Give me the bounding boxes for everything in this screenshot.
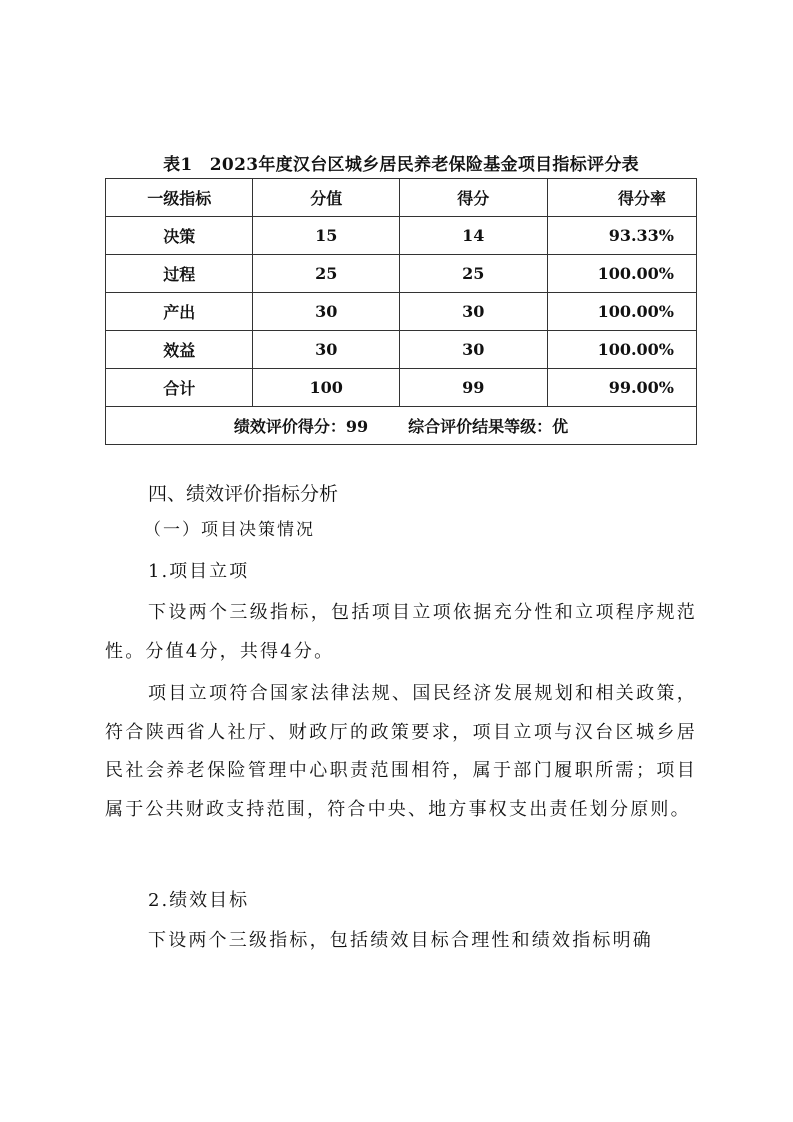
header-indicator: 一级指标 xyxy=(106,179,253,217)
table-row-total xyxy=(106,369,697,407)
summary-grade: 综合评价结果等级：优 xyxy=(408,417,569,436)
cell-indicator: 效益 xyxy=(106,331,253,369)
table-row xyxy=(106,255,697,293)
paragraph: 项目立项符合国家法律法规、国民经济发展规划和相关政策，符合陕西省人社厅、财政厅的政策要求，项目立项与汉台区城乡居民社会养老保险管理中心职责范围相符，属于部门履职所需；项目属于公共财政支持范围，符合中央、地方事权支出责任划分原则。 xyxy=(105,683,697,820)
section-heading: 四、绩效评价指标分析 xyxy=(148,483,339,505)
item-title: 1.项目立项 xyxy=(148,561,250,582)
table-header-row xyxy=(106,179,697,217)
section-subheading: （一）项目决策情况 xyxy=(144,520,315,540)
cell-max-score: 30 xyxy=(253,331,400,369)
paragraph: 下设两个三级指标，包括项目立项依据充分性和立项程序规范性。分值4分，共得4分。 xyxy=(105,602,697,662)
cell-indicator: 过程 xyxy=(106,255,253,293)
table-caption: 表1 2023年度汉台区城乡居民养老保险基金项目指标评分表 xyxy=(163,155,639,175)
cell-score: 25 xyxy=(400,255,548,293)
summary-cell xyxy=(106,407,697,445)
cell-score: 14 xyxy=(400,217,548,255)
cell-score: 30 xyxy=(400,293,548,331)
cell-max-score: 30 xyxy=(253,293,400,331)
header-max-score: 分值 xyxy=(253,179,400,217)
cell-max-score: 25 xyxy=(253,255,400,293)
cell-indicator: 决策 xyxy=(106,217,253,255)
table-row xyxy=(106,217,697,255)
summary-score: 绩效评价得分：99 xyxy=(233,417,369,436)
cell-indicator: 产出 xyxy=(106,293,253,331)
score-table xyxy=(105,178,697,445)
item-title: 2.绩效目标 xyxy=(148,890,250,911)
header-rate: 得分率 xyxy=(547,179,696,217)
cell-score: 30 xyxy=(400,331,548,369)
cell-max-score: 15 xyxy=(253,217,400,255)
cell-indicator: 合计 xyxy=(106,369,253,407)
table-row xyxy=(106,293,697,331)
table-summary-row xyxy=(106,407,697,445)
paragraph: 下设两个三级指标，包括绩效目标合理性和绩效指标明确 xyxy=(148,930,653,951)
cell-rate: 100.00% xyxy=(547,293,696,331)
table-row xyxy=(106,331,697,369)
cell-rate: 100.00% xyxy=(547,331,696,369)
cell-rate: 99.00% xyxy=(547,369,696,407)
cell-rate: 100.00% xyxy=(547,255,696,293)
header-score: 得分 xyxy=(400,179,548,217)
cell-rate: 93.33% xyxy=(547,217,696,255)
cell-score: 99 xyxy=(400,369,548,407)
cell-max-score: 100 xyxy=(253,369,400,407)
